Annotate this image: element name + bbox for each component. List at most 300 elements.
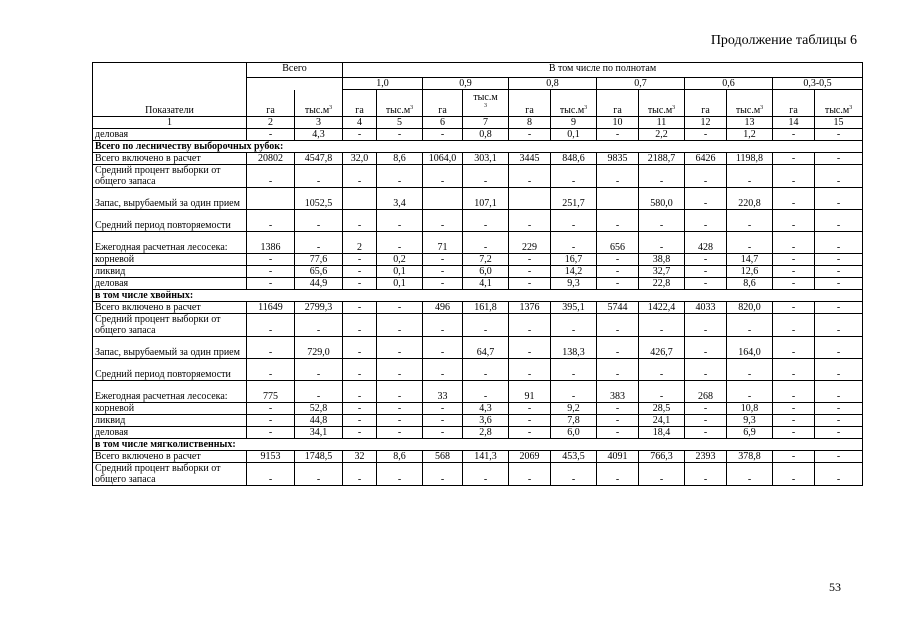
table-cell: - [343, 463, 377, 486]
table-cell: 729,0 [295, 337, 343, 359]
table-cell: - [295, 359, 343, 381]
table-cell: - [247, 427, 295, 439]
table-cell: 77,6 [295, 254, 343, 266]
header-density-3: 0,8 [509, 78, 597, 90]
table-cell: - [815, 232, 863, 254]
header-density-4: 0,7 [597, 78, 685, 90]
column-number: 7 [463, 117, 509, 129]
table-cell: - [343, 165, 377, 188]
table-cell: 1064,0 [423, 153, 463, 165]
table-cell: - [377, 314, 423, 337]
header-density-1: 1,0 [343, 78, 423, 90]
table-cell: 428 [685, 232, 727, 254]
row-label: Средний период повторяемости [93, 359, 247, 381]
table-cell: - [343, 278, 377, 290]
header-unit-ha: га [343, 90, 377, 117]
table-cell: - [247, 165, 295, 188]
table-cell: 220,8 [727, 188, 773, 210]
table-row [93, 427, 863, 439]
table-row [93, 403, 863, 415]
table-cell: - [773, 381, 815, 403]
table-cell: 0,8 [463, 129, 509, 141]
table-cell: 6426 [685, 153, 727, 165]
table-cell: - [685, 314, 727, 337]
table-cell: - [773, 188, 815, 210]
table-cell: - [377, 165, 423, 188]
row-label: Средний процент выборки от общего запаса [93, 314, 247, 337]
table-cell: 3445 [509, 153, 551, 165]
table-row [93, 463, 863, 486]
header-unit-thous: $тыс.м^3$ [551, 90, 597, 117]
row-label: Средний процент выборки от общего запаса [93, 463, 247, 486]
table-cell: 9835 [597, 153, 639, 165]
table-cell: - [773, 210, 815, 232]
table-cell: - [423, 337, 463, 359]
table-cell: - [597, 210, 639, 232]
table-cell: - [343, 129, 377, 141]
table-cell: 1376 [509, 302, 551, 314]
table-cell: - [815, 254, 863, 266]
table-cell: - [639, 314, 685, 337]
table-cell: 0,1 [551, 129, 597, 141]
table-cell: - [463, 232, 509, 254]
table-cell: - [343, 314, 377, 337]
table-cell: - [773, 337, 815, 359]
table-cell: - [423, 278, 463, 290]
table-cell: - [423, 415, 463, 427]
table-cell: - [685, 129, 727, 141]
table-cell: - [463, 359, 509, 381]
table-cell: - [773, 254, 815, 266]
table-cell: - [773, 403, 815, 415]
table-cell: 2393 [685, 451, 727, 463]
table-cell: 44,8 [295, 415, 343, 427]
header-unit-thous: $тыс.м^3$ [377, 90, 423, 117]
table-cell: 4,3 [463, 403, 509, 415]
header-density-5: 0,6 [685, 78, 773, 90]
table-cell: - [551, 359, 597, 381]
table-cell: 3,4 [377, 188, 423, 210]
table-cell: - [685, 427, 727, 439]
table-cell: - [639, 359, 685, 381]
table-cell: - [247, 463, 295, 486]
table-cell: 6,0 [463, 266, 509, 278]
table-cell: 107,1 [463, 188, 509, 210]
table-cell: 1748,5 [295, 451, 343, 463]
table-cell: 4033 [685, 302, 727, 314]
header-indicators: Показатели [93, 63, 247, 117]
row-label: Средний период повторяемости [93, 210, 247, 232]
table-cell: - [773, 463, 815, 486]
table-cell: - [377, 232, 423, 254]
row-label: Всего включено в расчет [93, 302, 247, 314]
table-cell: - [509, 165, 551, 188]
table-cell: 8,6 [377, 451, 423, 463]
table-cell: 2,8 [463, 427, 509, 439]
table-row [93, 278, 863, 290]
table-cell: 2,2 [639, 129, 685, 141]
table-cell: - [551, 165, 597, 188]
table-cell: - [597, 403, 639, 415]
table-cell: - [463, 165, 509, 188]
table-cell: - [815, 381, 863, 403]
header-unit-ha: га [773, 90, 815, 117]
table-cell: - [551, 463, 597, 486]
table-cell: - [685, 359, 727, 381]
table-cell: 251,7 [551, 188, 597, 210]
table-cell: - [247, 359, 295, 381]
table-cell: - [597, 337, 639, 359]
row-label: деловая [93, 278, 247, 290]
table-cell: - [773, 129, 815, 141]
table-cell: 24,1 [639, 415, 685, 427]
table-cell: 65,6 [295, 266, 343, 278]
header-total-ha: га [247, 90, 295, 116]
table-cell: - [815, 337, 863, 359]
column-number: 5 [377, 117, 423, 129]
table-cell: - [377, 302, 423, 314]
table-cell: 138,3 [551, 337, 597, 359]
table-cell: 568 [423, 451, 463, 463]
table-cell: 848,6 [551, 153, 597, 165]
table-cell: - [509, 463, 551, 486]
header-unit-ha: га [685, 90, 727, 117]
table-cell: - [773, 232, 815, 254]
table-cell: 7,2 [463, 254, 509, 266]
table-cell: 7,8 [551, 415, 597, 427]
table-row [93, 451, 863, 463]
table-cell: 9153 [247, 451, 295, 463]
table-cell: - [343, 427, 377, 439]
table-cell: - [773, 266, 815, 278]
table-cell: - [463, 314, 509, 337]
table-cell: - [247, 129, 295, 141]
table-cell: 1422,4 [639, 302, 685, 314]
table-cell: 6,0 [551, 427, 597, 439]
column-number: 6 [423, 117, 463, 129]
table-cell: 1386 [247, 232, 295, 254]
column-number: 13 [727, 117, 773, 129]
table-cell: - [463, 210, 509, 232]
table-cell: 580,0 [639, 188, 685, 210]
table-cell: 383 [597, 381, 639, 403]
table-caption: Продолжение таблицы 6 [710, 33, 857, 48]
column-number: 2 [247, 117, 295, 129]
header-unit-thous: $тыс.м^3$ [727, 90, 773, 117]
table-cell: 426,7 [639, 337, 685, 359]
table-cell: - [773, 278, 815, 290]
table-cell: - [509, 210, 551, 232]
table-cell: - [597, 278, 639, 290]
table-cell: - [423, 210, 463, 232]
table-cell: - [597, 463, 639, 486]
table-cell [509, 188, 551, 210]
table-cell: - [423, 427, 463, 439]
table-cell: - [343, 254, 377, 266]
table-cell: - [509, 415, 551, 427]
table-cell: - [815, 451, 863, 463]
table-cell: 378,8 [727, 451, 773, 463]
table-cell: - [815, 314, 863, 337]
table-cell: - [423, 463, 463, 486]
table-cell: 820,0 [727, 302, 773, 314]
table-cell: - [773, 153, 815, 165]
table-cell [343, 188, 377, 210]
header-total-sub [247, 78, 343, 117]
table-cell: 9,3 [727, 415, 773, 427]
page-number: 53 [829, 580, 841, 594]
table-row [93, 141, 863, 153]
section-heading: Всего по лесничеству выборочных рубок: [93, 141, 863, 153]
table-cell: 4091 [597, 451, 639, 463]
table-cell: - [815, 210, 863, 232]
table-cell: - [815, 129, 863, 141]
table-row [93, 165, 863, 188]
table-cell: - [815, 278, 863, 290]
column-number: 3 [295, 117, 343, 129]
table-cell: 303,1 [463, 153, 509, 165]
table-row [93, 129, 863, 141]
table-cell: 6,9 [727, 427, 773, 439]
table-cell: - [597, 314, 639, 337]
table-cell [247, 188, 295, 210]
table-cell: - [815, 403, 863, 415]
table-cell: 28,5 [639, 403, 685, 415]
table-cell: - [423, 129, 463, 141]
table-cell: - [295, 232, 343, 254]
row-label: корневой [93, 403, 247, 415]
header-by-density: В том числе по полнотам [343, 63, 863, 78]
column-number: 11 [639, 117, 685, 129]
table-cell: - [247, 314, 295, 337]
table-cell: 14,2 [551, 266, 597, 278]
table-cell: - [727, 210, 773, 232]
table-cell: - [463, 381, 509, 403]
table-cell: - [295, 165, 343, 188]
column-number: 4 [343, 117, 377, 129]
row-label: Ежегодная расчетная лесосека: [93, 381, 247, 403]
section-heading: в том числе хвойных: [93, 290, 863, 302]
table-row [93, 290, 863, 302]
table-cell: 11649 [247, 302, 295, 314]
table-cell: 1052,5 [295, 188, 343, 210]
table-cell: - [773, 302, 815, 314]
header-unit-thous: $тыс.м^3$ [815, 90, 863, 117]
table-cell: - [639, 463, 685, 486]
table-cell: - [597, 165, 639, 188]
table-cell: 0,2 [377, 254, 423, 266]
table-cell: 4,3 [295, 129, 343, 141]
table-cell: - [685, 278, 727, 290]
table-cell: - [685, 266, 727, 278]
table-cell: - [295, 210, 343, 232]
column-number: 15 [815, 117, 863, 129]
table-cell: - [377, 129, 423, 141]
table-cell: - [685, 210, 727, 232]
table-cell: - [343, 359, 377, 381]
table-cell: 2188,7 [639, 153, 685, 165]
table-cell: - [773, 415, 815, 427]
table-cell: - [815, 427, 863, 439]
table-cell: - [685, 403, 727, 415]
table-cell: - [509, 359, 551, 381]
column-number: 14 [773, 117, 815, 129]
table-cell: 2799,3 [295, 302, 343, 314]
table-cell: - [773, 427, 815, 439]
table-cell: - [815, 359, 863, 381]
row-label: Запас, вырубаемый за один прием [93, 337, 247, 359]
table-cell: - [685, 463, 727, 486]
table-cell: 71 [423, 232, 463, 254]
table-cell: - [377, 463, 423, 486]
table-cell: - [509, 403, 551, 415]
column-number: 1 [93, 117, 247, 129]
table-cell: - [423, 266, 463, 278]
row-label: корневой [93, 254, 247, 266]
row-label: ликвид [93, 415, 247, 427]
table-cell: - [815, 153, 863, 165]
table-cell: 9,3 [551, 278, 597, 290]
table-cell: - [815, 415, 863, 427]
table-cell: - [509, 427, 551, 439]
table-cell: 33 [423, 381, 463, 403]
table-cell: 496 [423, 302, 463, 314]
table-cell: - [247, 254, 295, 266]
table-row [93, 439, 863, 451]
table-cell: 20802 [247, 153, 295, 165]
table-cell: 32,7 [639, 266, 685, 278]
table-cell: 22,8 [639, 278, 685, 290]
table-cell: 141,3 [463, 451, 509, 463]
table-cell: 0,1 [377, 266, 423, 278]
table-row [93, 359, 863, 381]
column-number: 8 [509, 117, 551, 129]
table-row [93, 153, 863, 165]
table-cell: - [815, 302, 863, 314]
table-cell: - [639, 210, 685, 232]
table-cell: 164,0 [727, 337, 773, 359]
table-cell: - [377, 337, 423, 359]
table-cell: - [685, 254, 727, 266]
table-cell [597, 188, 639, 210]
table-cell: 8,6 [727, 278, 773, 290]
table-cell: - [343, 403, 377, 415]
header-unit-thous: тыс.м $^3$ [463, 90, 509, 117]
table-row [93, 415, 863, 427]
table-cell: - [377, 403, 423, 415]
header-density-6: 0,3-0,5 [773, 78, 863, 90]
table-cell: - [377, 415, 423, 427]
table-cell: - [815, 463, 863, 486]
table-cell: - [247, 415, 295, 427]
table-cell: - [247, 210, 295, 232]
row-label: Средний процент выборки от общего запаса [93, 165, 247, 188]
table-cell: - [597, 415, 639, 427]
table-cell: - [509, 278, 551, 290]
table-cell: - [597, 254, 639, 266]
table-cell: - [597, 427, 639, 439]
table-cell: - [727, 381, 773, 403]
table-cell: 64,7 [463, 337, 509, 359]
table-cell: - [597, 129, 639, 141]
header-unit-ha: га [509, 90, 551, 117]
table-cell: - [551, 381, 597, 403]
table-row [93, 302, 863, 314]
table-cell: 161,8 [463, 302, 509, 314]
table-cell: - [509, 129, 551, 141]
table-row [93, 210, 863, 232]
table-cell: - [295, 463, 343, 486]
table-cell: 3,6 [463, 415, 509, 427]
table-cell: - [639, 165, 685, 188]
table-cell: - [247, 403, 295, 415]
table-cell: - [463, 463, 509, 486]
table-cell: - [685, 188, 727, 210]
table-cell: 16,7 [551, 254, 597, 266]
table-cell: - [773, 451, 815, 463]
table-cell: - [343, 210, 377, 232]
table-cell: - [815, 266, 863, 278]
table-cell: - [509, 337, 551, 359]
table-cell: 32 [343, 451, 377, 463]
table-cell: - [727, 165, 773, 188]
table-cell: - [597, 266, 639, 278]
table-row [93, 337, 863, 359]
table-cell: 5744 [597, 302, 639, 314]
header-unit-ha: га [597, 90, 639, 117]
table-row [93, 314, 863, 337]
table-cell: - [773, 165, 815, 188]
header-density-2: 0,9 [423, 78, 509, 90]
row-label: ликвид [93, 266, 247, 278]
table-cell: 0,1 [377, 278, 423, 290]
table-cell: 10,8 [727, 403, 773, 415]
column-number: 10 [597, 117, 639, 129]
table-cell: - [423, 403, 463, 415]
table-cell: - [247, 337, 295, 359]
table-cell: 14,7 [727, 254, 773, 266]
forest-cut-table [92, 62, 863, 486]
table-cell: 2069 [509, 451, 551, 463]
table-cell: - [773, 314, 815, 337]
header-total-thous: $тыс.м^3$ [304, 105, 333, 116]
table-cell: - [343, 302, 377, 314]
table-row [93, 232, 863, 254]
row-label: Запас, вырубаемый за один прием [93, 188, 247, 210]
table-cell: 2 [343, 232, 377, 254]
table-cell: - [423, 314, 463, 337]
table-cell: - [597, 359, 639, 381]
table-cell: 268 [685, 381, 727, 403]
table-cell: 395,1 [551, 302, 597, 314]
table-cell: - [685, 165, 727, 188]
table-cell: - [295, 381, 343, 403]
column-number: 12 [685, 117, 727, 129]
table-cell: - [343, 337, 377, 359]
table-cell: - [551, 210, 597, 232]
table-cell: 12,6 [727, 266, 773, 278]
table-cell: 44,9 [295, 278, 343, 290]
table-cell: - [343, 266, 377, 278]
table-cell: 656 [597, 232, 639, 254]
table-cell: 18,4 [639, 427, 685, 439]
table-cell: 766,3 [639, 451, 685, 463]
table-row [93, 188, 863, 210]
table-cell: - [551, 314, 597, 337]
table-cell: - [685, 337, 727, 359]
table-cell: - [343, 381, 377, 403]
table-cell: - [509, 254, 551, 266]
